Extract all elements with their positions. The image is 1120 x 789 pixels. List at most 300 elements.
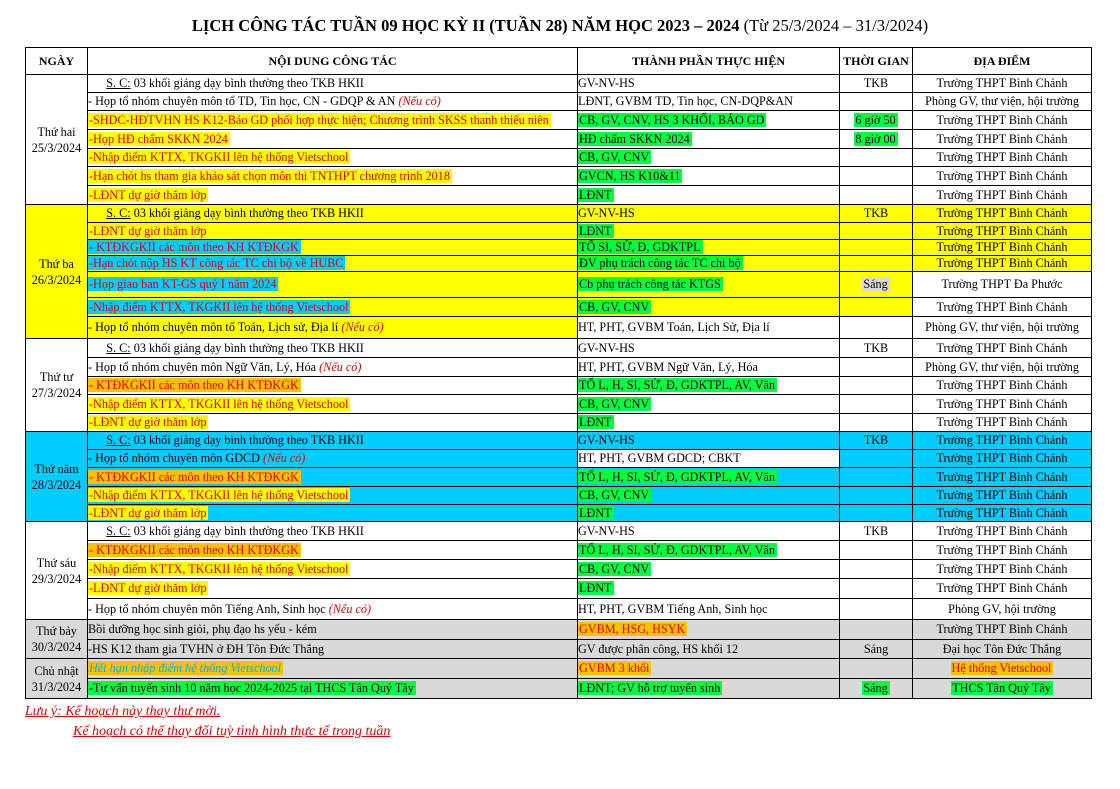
content-text: -LĐNT dự giờ thăm lớp — [89, 223, 207, 238]
content-cell — [88, 272, 578, 298]
content-text: -Hạn chót hs tham gia khảo sát chọn môn thi TNTHPT chương trình 2018 — [89, 168, 450, 183]
day-date: 25/3/2024 — [31, 140, 82, 155]
participants-text: CB, GV, CNV — [579, 396, 650, 411]
place-cell — [913, 450, 1092, 468]
participants-cell — [578, 679, 840, 699]
day-date: 29/3/2024 — [31, 571, 82, 586]
day-name: Thứ ba — [39, 256, 74, 271]
participants-text: HT, PHT, GVBM GDCD; CBKT — [578, 451, 741, 465]
content-text: -Nhập điểm KTTX, TKGKII lên hệ thống Vietschool — [89, 488, 349, 502]
participants-cell — [578, 505, 840, 522]
place-text: Trường THPT Bình Chánh — [936, 433, 1068, 447]
schedule-row — [26, 640, 1092, 659]
schedule-row — [26, 93, 1092, 111]
participants-cell — [578, 560, 840, 579]
if-any-note: (Nếu có) — [319, 359, 362, 374]
participants-cell — [578, 256, 840, 272]
time-cell — [840, 377, 913, 395]
content-cell — [88, 256, 578, 272]
place-cell — [913, 186, 1092, 205]
participants-cell — [578, 75, 840, 93]
content-text: -LĐNT dự giờ thăm lớp — [89, 581, 207, 595]
time-cell — [840, 640, 913, 659]
content-text: - Họp tổ nhóm chuyên môn Ngữ Văn, Lý, Hóa — [88, 359, 317, 374]
content-cell — [88, 205, 578, 223]
schedule-row — [26, 240, 1092, 256]
place-text: Trường THPT Bình Chánh — [936, 240, 1068, 254]
content-cell — [88, 640, 578, 659]
participants-cell — [578, 395, 840, 414]
place-text: Trường THPT Bình Chánh — [936, 168, 1068, 183]
participants-text: GV-NV-HS — [578, 523, 635, 538]
schedule-row — [26, 339, 1092, 358]
place-text: Trường THPT Bình Chánh — [936, 206, 1068, 220]
content-cell — [88, 75, 578, 93]
participants-text: GV-NV-HS — [578, 206, 635, 220]
time-cell — [840, 339, 913, 358]
day-cell — [26, 432, 88, 522]
page-title — [0, 16, 1120, 36]
time-cell — [840, 111, 913, 130]
schedule-row — [26, 414, 1092, 432]
place-text: Phòng GV, thư viện, hội trường — [925, 320, 1079, 334]
schedule-row — [26, 620, 1092, 640]
place-cell — [913, 468, 1092, 487]
schedule-row — [26, 272, 1092, 298]
place-text: Trường THPT Bình Chánh — [936, 187, 1068, 202]
day-cell — [26, 205, 88, 339]
place-cell — [913, 298, 1092, 317]
participants-cell — [578, 298, 840, 317]
place-cell — [913, 75, 1092, 93]
participants-text: ĐV phụ trách công tác TC chi bộ — [579, 256, 741, 270]
participants-cell — [578, 659, 840, 679]
participants-text: LĐNT — [579, 187, 612, 202]
time-text: TKB — [863, 433, 889, 447]
time-cell — [840, 414, 913, 432]
participants-cell — [578, 223, 840, 240]
time-text: TKB — [863, 523, 889, 538]
participants-text: CB, GV, CNV — [579, 150, 650, 164]
participants-cell — [578, 93, 840, 111]
time-cell — [840, 599, 913, 620]
participants-cell — [578, 468, 840, 487]
time-cell — [840, 487, 913, 505]
participants-text: Cb phụ trách công tác KTGS — [579, 277, 721, 291]
content-cell — [88, 240, 578, 256]
schedule-row — [26, 111, 1092, 130]
participants-text: LĐNT — [579, 581, 612, 595]
schedule-row — [26, 317, 1092, 339]
place-cell — [913, 130, 1092, 149]
place-text: Phòng GV, thư viện, hội trường — [925, 94, 1079, 108]
content-text: S. C: 03 khối giảng dạy bình thường theo TKB HKII — [106, 433, 364, 447]
participants-text: CB, GV, CNV — [579, 488, 650, 502]
participants-cell — [578, 358, 840, 377]
if-any-note: (Nếu có) — [398, 94, 441, 108]
day-date: 31/3/2024 — [31, 679, 82, 694]
participants-text: TỔ L, H, SI, SỬ, Đ, GDKTPL, AV, Văn — [579, 542, 776, 557]
content-cell — [88, 395, 578, 414]
time-cell — [840, 522, 913, 541]
schedule-row — [26, 450, 1092, 468]
content-text: -LĐNT dự giờ thăm lớp — [89, 505, 207, 520]
content-cell — [88, 659, 578, 679]
place-text: Trường THPT Bình Chánh — [936, 256, 1068, 270]
schedule-row — [26, 395, 1092, 414]
time-cell — [840, 298, 913, 317]
participants-text: HT, PHT, GVBM Tiếng Anh, Sinh học — [578, 601, 768, 616]
content-text: S. C: 03 khối giảng dạy bình thường theo TKB HKII — [106, 340, 364, 355]
place-text: Trường THPT Bình Chánh — [936, 542, 1068, 557]
place-cell — [913, 339, 1092, 358]
participants-cell — [578, 317, 840, 339]
schedule-row — [26, 432, 1092, 450]
content-cell — [88, 468, 578, 487]
time-cell — [840, 149, 913, 167]
content-text: -Họp HĐ chấm SKKN 2024 — [89, 131, 228, 146]
footer-line-1: Kế hoạch này thay thư mời. — [61, 704, 221, 719]
time-text: 8 giờ 00 — [855, 131, 896, 146]
content-cell — [88, 450, 578, 468]
place-text: Trường THPT Bình Chánh — [936, 505, 1068, 520]
content-cell — [88, 560, 578, 579]
place-cell — [913, 167, 1092, 186]
content-text: -Nhập điểm KTTX, TKGKII lên hệ thống Vietschool — [89, 150, 349, 164]
participants-cell — [578, 487, 840, 505]
time-text: TKB — [863, 76, 889, 90]
content-cell — [88, 130, 578, 149]
day-cell — [26, 659, 88, 699]
participants-text: LĐNT, GVBM TD, Tin học, CN-DQP&AN — [578, 94, 793, 108]
schedule-row — [26, 679, 1092, 699]
place-text: Trường THPT Bình Chánh — [936, 396, 1068, 411]
participants-cell — [578, 579, 840, 599]
participants-cell — [578, 339, 840, 358]
content-text: -HS K12 tham gia TVHN ở ĐH Tôn Đức Thắng — [88, 641, 325, 656]
place-text: Hệ thống Vietschool — [951, 661, 1052, 675]
day-name: Thứ tư — [39, 370, 74, 384]
participants-cell — [578, 541, 840, 560]
place-cell — [913, 414, 1092, 432]
day-cell — [26, 620, 88, 659]
participants-text: TỔ SI, SỬ, Đ, GDKTPL — [579, 240, 701, 254]
content-cell — [88, 358, 578, 377]
day-date: 26/3/2024 — [31, 272, 82, 287]
participants-text: GV được phân công, HS khối 12 — [578, 641, 739, 656]
content-text: -Tư vấn tuyển sinh 10 năm học 2024-2025 tại THCS Tân Quý Tây — [89, 681, 414, 695]
if-any-note: (Nếu có) — [263, 451, 306, 465]
place-text: Trường THPT Bình Chánh — [936, 223, 1068, 238]
place-cell — [913, 560, 1092, 579]
place-text: Trường THPT Bình Chánh — [936, 581, 1068, 595]
place-text: Trường THPT Bình Chánh — [936, 150, 1068, 164]
place-cell — [913, 205, 1092, 223]
day-name: Thứ bảy — [36, 624, 77, 638]
place-text: Trường THPT Đa Phước — [941, 277, 1063, 291]
time-cell — [840, 395, 913, 414]
place-cell — [913, 240, 1092, 256]
time-cell — [840, 541, 913, 560]
participants-text: LĐNT — [579, 223, 612, 238]
content-cell — [88, 223, 578, 240]
time-cell — [840, 505, 913, 522]
content-cell — [88, 599, 578, 620]
time-cell — [840, 205, 913, 223]
participants-text: HT, PHT, GVBM Toán, Lịch Sử, Địa lí — [578, 320, 770, 334]
schedule-row — [26, 149, 1092, 167]
place-cell — [913, 395, 1092, 414]
place-text: Trường THPT Bình Chánh — [936, 469, 1068, 484]
content-cell — [88, 679, 578, 699]
content-cell — [88, 487, 578, 505]
schedule-row — [26, 579, 1092, 599]
schedule-row — [26, 256, 1092, 272]
place-text: Trường THPT Bình Chánh — [936, 378, 1068, 392]
content-text: - KTĐKGKII các môn theo KH KTĐKGK — [89, 240, 299, 254]
place-cell — [913, 111, 1092, 130]
participants-cell — [578, 450, 840, 468]
day-cell — [26, 522, 88, 620]
participants-text: CB, GV, CNV — [579, 299, 650, 314]
content-text: -Nhập điểm KTTX, TKGKII lên hệ thống Vietschool — [89, 299, 349, 314]
time-cell — [840, 256, 913, 272]
place-cell — [913, 640, 1092, 659]
day-date: 28/3/2024 — [31, 477, 82, 492]
place-text: Đại học Tôn Đức Thắng — [942, 641, 1062, 656]
place-text: Trường THPT Bình Chánh — [936, 523, 1068, 538]
header-content: NỘI DUNG CÔNG TÁC — [88, 48, 578, 75]
time-cell — [840, 130, 913, 149]
participants-text: HĐ chấm SKKN 2024 — [579, 131, 690, 146]
if-any-note: (Nếu có) — [341, 320, 384, 334]
place-cell — [913, 579, 1092, 599]
content-cell — [88, 298, 578, 317]
place-text: Trường THPT Bình Chánh — [936, 488, 1068, 502]
participants-text: CB, GV, CNV — [579, 561, 650, 576]
participants-cell — [578, 149, 840, 167]
content-cell — [88, 93, 578, 111]
place-text: Phòng GV, hội trường — [948, 601, 1056, 616]
header-participants: THÀNH PHẦN THỰC HIỆN — [578, 48, 840, 75]
participants-text: GVBM, HSG, HSYK — [579, 622, 686, 636]
participants-text: GV-NV-HS — [578, 433, 635, 447]
participants-cell — [578, 186, 840, 205]
content-text: -Nhập điểm KTTX, TKGKII lên hệ thống Vietschool — [89, 396, 349, 411]
participants-text: TỔ L, H, SI, SỬ, Đ, GDKTPL, AV, Văn — [579, 378, 776, 392]
place-cell — [913, 358, 1092, 377]
participants-text: LĐNT; GV hỗ trợ tuyển sinh — [579, 681, 721, 695]
place-cell — [913, 487, 1092, 505]
schedule-row — [26, 560, 1092, 579]
time-cell — [840, 679, 913, 699]
schedule-row — [26, 223, 1092, 240]
place-text: Trường THPT Bình Chánh — [936, 415, 1068, 429]
schedule-row — [26, 522, 1092, 541]
time-cell — [840, 75, 913, 93]
schedule-row — [26, 75, 1092, 93]
time-text: Sáng — [863, 641, 889, 656]
time-text: Sáng — [863, 277, 888, 291]
schedule-row — [26, 167, 1092, 186]
participants-cell — [578, 522, 840, 541]
time-cell — [840, 93, 913, 111]
participants-cell — [578, 130, 840, 149]
place-cell — [913, 659, 1092, 679]
title-main: LỊCH CÔNG TÁC TUẦN 09 HỌC KỲ II (TUẦN 28) NĂM HỌC 2023 – 2024 — [191, 16, 740, 35]
place-text: Trường THPT Bình Chánh — [936, 561, 1068, 576]
place-text: Phòng GV, thư viện, hội trường — [925, 359, 1079, 374]
schedule-row — [26, 599, 1092, 620]
participants-text: GVCN, HS K10&11 — [579, 168, 681, 183]
place-cell — [913, 272, 1092, 298]
content-cell — [88, 186, 578, 205]
time-cell — [840, 620, 913, 640]
time-cell — [840, 223, 913, 240]
content-cell — [88, 339, 578, 358]
schedule-row — [26, 659, 1092, 679]
schedule-body — [26, 75, 1092, 699]
content-cell — [88, 377, 578, 395]
participants-cell — [578, 432, 840, 450]
schedule-row — [26, 205, 1092, 223]
place-text: Trường THPT Bình Chánh — [936, 299, 1068, 314]
time-cell — [840, 450, 913, 468]
participants-cell — [578, 414, 840, 432]
content-cell — [88, 541, 578, 560]
footer-line-2: Kế hoạch có thể thay đổi tuỳ tình hình thực tế trong tuần — [73, 724, 391, 739]
schedule-row — [26, 487, 1092, 505]
time-cell — [840, 432, 913, 450]
content-text: -Hạn chót nộp HS KT công tác TC chi bộ về HUBC — [89, 256, 344, 270]
time-cell — [840, 560, 913, 579]
place-cell — [913, 149, 1092, 167]
place-text: THCS Tân Quý Tây — [952, 681, 1051, 695]
content-text: - Họp tổ nhóm chuyên môn tổ TD, Tin học, CN - GDQP & AN — [88, 94, 396, 108]
place-cell — [913, 505, 1092, 522]
content-text: Bồi dưỡng học sinh giỏi, phụ đạo hs yếu - kém — [88, 622, 317, 636]
participants-text: LĐNT — [579, 415, 612, 429]
place-text: Trường THPT Bình Chánh — [936, 76, 1068, 90]
participants-cell — [578, 377, 840, 395]
participants-cell — [578, 111, 840, 130]
day-name: Thứ hai — [37, 124, 76, 139]
place-cell — [913, 377, 1092, 395]
content-text: -LĐNT dự giờ thăm lớp — [89, 415, 207, 429]
place-text: Trường THPT Bình Chánh — [936, 451, 1068, 465]
time-cell — [840, 167, 913, 186]
content-text: -Họp giao ban KT-GS quý I năm 2024 — [89, 277, 277, 291]
participants-cell — [578, 620, 840, 640]
schedule-row — [26, 377, 1092, 395]
participants-text: GVBM 3 khối — [579, 661, 650, 675]
content-text: - Họp tổ nhóm chuyên môn tổ Toán, Lịch sử, Địa lí — [88, 320, 339, 334]
place-text: Trường THPT Bình Chánh — [936, 112, 1068, 127]
content-cell — [88, 317, 578, 339]
participants-cell — [578, 167, 840, 186]
title-date-range: (Từ 25/3/2024 – 31/3/2024) — [743, 16, 929, 35]
content-text: -LĐNT dự giờ thăm lớp — [89, 187, 207, 202]
participants-cell — [578, 240, 840, 256]
content-cell — [88, 149, 578, 167]
place-cell — [913, 317, 1092, 339]
time-cell — [840, 240, 913, 256]
time-text: TKB — [863, 340, 889, 355]
schedule-table — [25, 47, 1092, 699]
place-text: Trường THPT Bình Chánh — [936, 340, 1068, 355]
content-text: S. C: 03 khối giảng dạy bình thường theo TKB HKII — [106, 523, 364, 538]
content-text: - Họp tổ nhóm chuyên môn Tiếng Anh, Sinh học — [88, 601, 326, 616]
schedule-row — [26, 505, 1092, 522]
participants-text: CB, GV, CNV, HS 3 KHỐI, BÁO GD — [579, 112, 765, 127]
participants-cell — [578, 205, 840, 223]
place-text: Trường THPT Bình Chánh — [936, 622, 1068, 636]
participants-cell — [578, 599, 840, 620]
schedule-row — [26, 358, 1092, 377]
place-cell — [913, 256, 1092, 272]
schedule-row — [26, 468, 1092, 487]
content-text: - KTĐKGKII các môn theo KH KTĐKGK — [89, 378, 299, 392]
header-place: ĐỊA ĐIỂM — [913, 48, 1092, 75]
participants-text: HT, PHT, GVBM Ngữ Văn, Lý, Hóa — [578, 359, 758, 374]
content-cell — [88, 432, 578, 450]
day-date: 27/3/2024 — [31, 386, 82, 400]
content-text: -Nhập điểm KTTX, TKGKII lên hệ thống Vietschool — [89, 561, 349, 576]
schedule-row — [26, 186, 1092, 205]
schedule-row — [26, 298, 1092, 317]
participants-text: TỔ L, H, SI, SỬ, Đ, GDKTPL, AV, Văn — [579, 469, 776, 484]
content-text: S. C: 03 khối giảng dạy bình thường theo TKB HKII — [106, 76, 364, 90]
place-cell — [913, 93, 1092, 111]
if-any-note: (Nếu có) — [328, 601, 372, 616]
content-cell — [88, 579, 578, 599]
participants-text: LĐNT — [579, 505, 612, 520]
time-cell — [840, 659, 913, 679]
footer-note — [25, 704, 390, 740]
day-date: 30/3/2024 — [31, 640, 82, 654]
place-cell — [913, 432, 1092, 450]
time-cell — [840, 186, 913, 205]
place-cell — [913, 620, 1092, 640]
content-cell — [88, 111, 578, 130]
day-cell — [26, 75, 88, 205]
content-cell — [88, 414, 578, 432]
header-time: THỜI GIAN — [840, 48, 913, 75]
content-text: - KTĐKGKII các môn theo KH KTĐKGK — [89, 542, 299, 557]
content-text: S. C: 03 khối giảng dạy bình thường theo TKB HKII — [106, 206, 364, 220]
content-cell — [88, 620, 578, 640]
footer-label: Lưu ý: — [25, 704, 62, 719]
time-cell — [840, 272, 913, 298]
time-text: TKB — [863, 206, 889, 220]
schedule-row — [26, 541, 1092, 560]
participants-text: GV-NV-HS — [578, 340, 635, 355]
content-cell — [88, 167, 578, 186]
place-text: Trường THPT Bình Chánh — [936, 131, 1068, 146]
place-cell — [913, 522, 1092, 541]
content-cell — [88, 505, 578, 522]
place-cell — [913, 223, 1092, 240]
participants-cell — [578, 640, 840, 659]
content-text: - KTĐKGKII các môn theo KH KTĐKGK — [89, 469, 299, 484]
time-cell — [840, 317, 913, 339]
place-cell — [913, 679, 1092, 699]
time-cell — [840, 358, 913, 377]
content-cell — [88, 522, 578, 541]
content-text: -SHDC-HĐTVHN HS K12-Báo GD phối hợp thực hiện; Chương trình SKSS thanh thiếu niên — [89, 112, 549, 127]
time-cell — [840, 468, 913, 487]
time-cell — [840, 579, 913, 599]
